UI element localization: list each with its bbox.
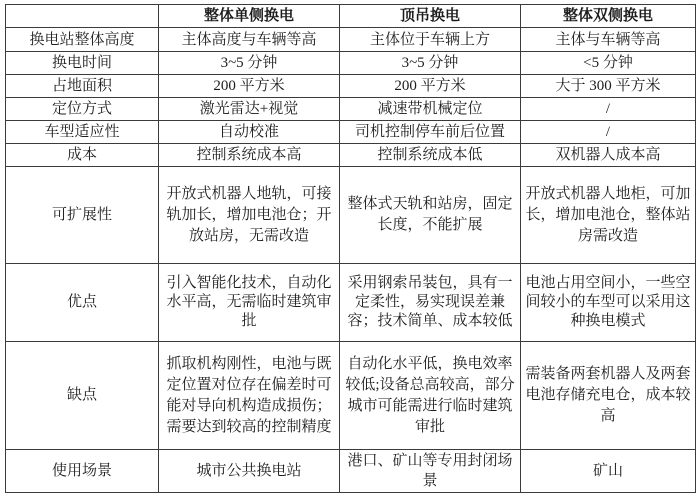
table-cell: 抓取机构刚性，电池与既定位置对位存在偏差时可能对导向机构造成损伤；需要达到较高的控制精度	[159, 342, 340, 450]
table-row-cost	[6, 144, 696, 167]
table-row-vehicle-adaptability	[6, 121, 696, 144]
table-row-swap-time	[6, 52, 696, 75]
table-cell: 减速带机械定位	[340, 98, 521, 121]
table-cell: 双机器人成本高	[521, 144, 696, 167]
table-cell: 矿山	[521, 450, 696, 493]
row-label: 换电时间	[6, 52, 159, 75]
table-row-floor-area	[6, 75, 696, 98]
header-cell-top-hoist-swap: 顶吊换电	[340, 5, 521, 28]
table-cell: 主体位于车辆上方	[340, 28, 521, 52]
row-label: 使用场景	[6, 450, 159, 493]
table-cell: 200 平方米	[159, 75, 340, 98]
table-header-row	[6, 5, 696, 28]
table-cell: 3~5 分钟	[340, 52, 521, 75]
row-label: 优点	[6, 264, 159, 342]
table-row-advantages	[6, 264, 696, 342]
table-cell: 控制系统成本低	[340, 144, 521, 167]
table-cell: 需装备两套机器人及两套电池存储充电仓，成本较高	[521, 342, 696, 450]
header-cell-single-side-swap: 整体单侧换电	[159, 5, 340, 28]
table-cell: /	[521, 121, 696, 144]
table-cell: /	[521, 98, 696, 121]
row-label: 成本	[6, 144, 159, 167]
row-label: 占地面积	[6, 75, 159, 98]
table-cell: 主体高度与车辆等高	[159, 28, 340, 52]
table-cell: 城市公共换电站	[159, 450, 340, 493]
row-label: 定位方式	[6, 98, 159, 121]
table-cell: 港口、矿山等专用封闭场景	[340, 450, 521, 493]
header-cell-empty	[6, 5, 159, 28]
table-cell: 整体式天轨和站房，固定长度，不能扩展	[340, 167, 521, 264]
table-cell: 司机控制停车前后位置	[340, 121, 521, 144]
table-cell: 电池占用空间小，一些空间较小的车型可以采用这种换电模式	[521, 264, 696, 342]
table-cell: 主体与车辆等高	[521, 28, 696, 52]
row-label: 换电站整体高度	[6, 28, 159, 52]
header-cell-double-side-swap: 整体双侧换电	[521, 5, 696, 28]
table-row-disadvantages	[6, 342, 696, 450]
table-cell: 采用钢索吊装包，具有一定柔性，易实现误差兼容；技术简单、成本较低	[340, 264, 521, 342]
table-cell: <5 分钟	[521, 52, 696, 75]
table-cell: 开放式机器人地柜，可加长，增加电池仓，整体站房需改造	[521, 167, 696, 264]
table-cell: 控制系统成本高	[159, 144, 340, 167]
table-row-scalability	[6, 167, 696, 264]
row-label: 车型适应性	[6, 121, 159, 144]
table-cell: 自动化水平低，换电效率较低;设备总高较高，部分城市可能需进行临时建筑审批	[340, 342, 521, 450]
table-cell: 激光雷达+视觉	[159, 98, 340, 121]
table-cell: 3~5 分钟	[159, 52, 340, 75]
table-row-positioning-method	[6, 98, 696, 121]
row-label: 可扩展性	[6, 167, 159, 264]
table-cell: 200 平方米	[340, 75, 521, 98]
table-row-station-height	[6, 28, 696, 52]
table-cell: 大于 300 平方米	[521, 75, 696, 98]
swap-station-comparison-table	[5, 4, 696, 493]
table-cell: 引入智能化技术，自动化水平高，无需临时建筑审批	[159, 264, 340, 342]
table-cell: 自动校准	[159, 121, 340, 144]
table-row-usage-scenarios	[6, 450, 696, 493]
row-label: 缺点	[6, 342, 159, 450]
table-cell: 开放式机器人地轨，可接轨加长，增加电池仓；开放站房，无需改造	[159, 167, 340, 264]
